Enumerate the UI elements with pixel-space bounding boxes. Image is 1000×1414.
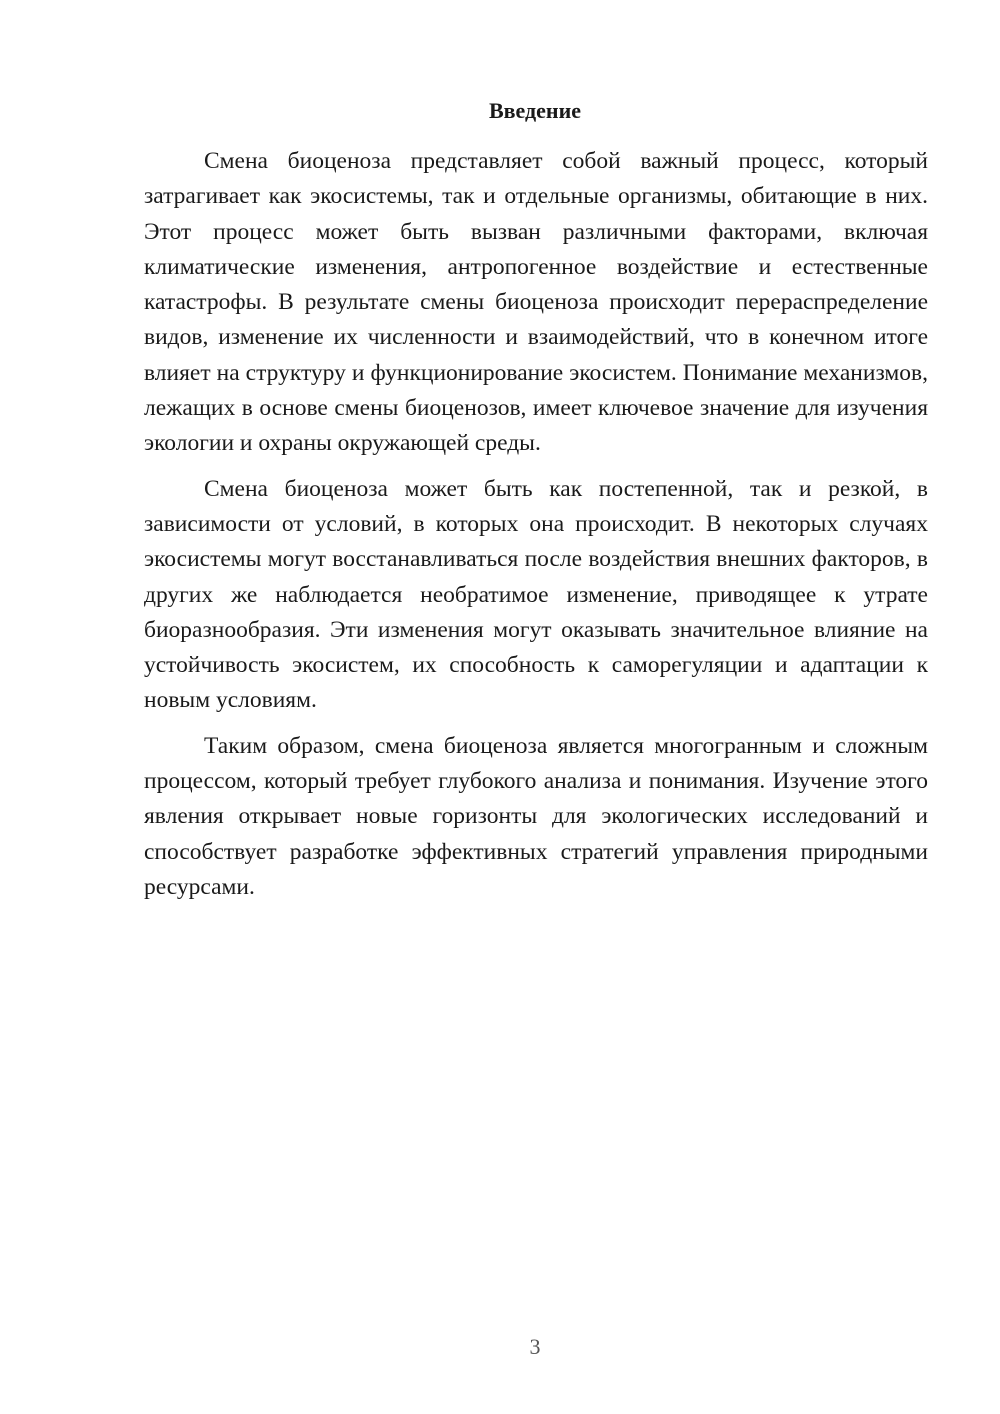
page-number: 3 xyxy=(529,1334,541,1359)
paragraph-1: Смена биоценоза представляет собой важный процесс, который затрагивает как экосистемы, так и отдельные организмы, обитающие в них. Этот процесс может быть вызван различными факторами, включая климатические изменения, антропогенное воздействие и естественные катастрофы. В результате смены биоценоза происходит перераспределение видов, изменение их численности и взаимодействий, что в конечном итоге влияет на структуру и функционирование экосистем. Понимание механизмов, лежащих в основе смены биоценозов, имеет ключевое значение для изучения экологии и охраны окружающей среды. xyxy=(144,148,928,457)
paragraph-2: Смена биоценоза может быть как постепенной, так и резкой, в зависимости от условий, в которых она происходит. В некоторых случаях экосистемы могут восстанавливаться после воздействия внешних факторов, в других же наблюдается необратимое изменение, приводящее к утрате биоразнообразия. Эти изменения могут оказывать значительное влияние на устойчивость экосистем, их способность к саморегуляции и адаптации к новым условиям. xyxy=(144,475,928,714)
section-heading: Введение xyxy=(488,98,582,123)
body-text xyxy=(144,144,928,905)
paragraph-3: Таким образом, смена биоценоза является многогранным и сложным процессом, который требует глубокого анализа и понимания. Изучение этого явления открывает новые горизонты для экологических исследований и способствует разработке эффективных стратегий управления природными ресурсами. xyxy=(144,732,928,900)
